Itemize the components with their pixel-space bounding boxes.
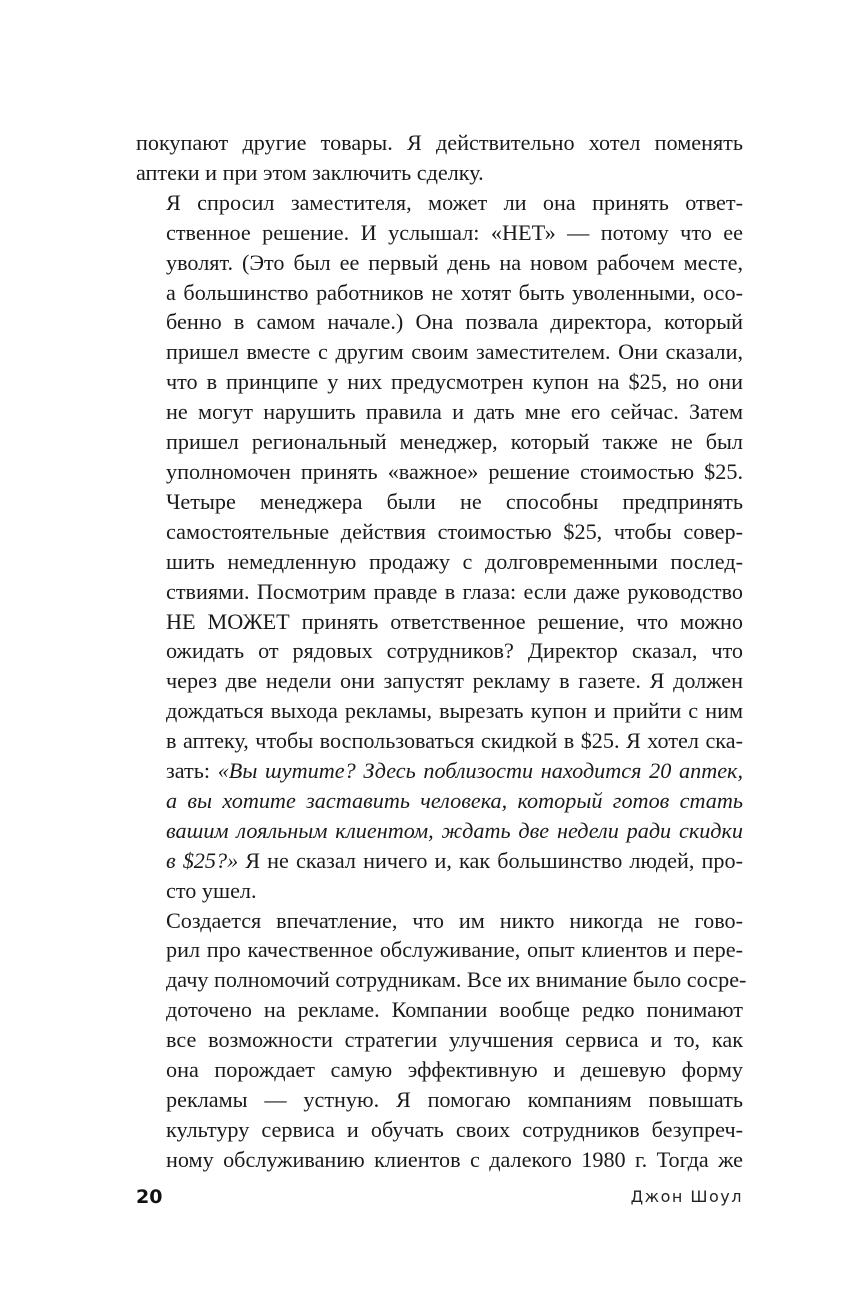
text-line: пришел вместе с другим своим заместителем. Они сказали, — [166, 339, 743, 365]
page-footer — [136, 1186, 743, 1216]
text-line: Создается впечатление, что им никто никогда не гово- — [166, 907, 743, 933]
paragraph-4 — [136, 906, 747, 1175]
paragraph-2 — [136, 188, 743, 487]
text-line: в аптеку, чтобы воспользоваться скидкой в $25. Я хотел ска- — [166, 728, 743, 754]
text-line: ственное решение. И услышал: «НЕТ» — потому что ее — [166, 219, 743, 245]
text-line: рил про качественное обслуживание, опыт клиентов и пере- — [166, 937, 743, 963]
text-line: Четыре менеджера были не способны предпринять — [166, 488, 743, 514]
text-line: что в принципе у них предусмотрен купон на $25, но они — [166, 369, 743, 395]
text-line: культуру сервиса и обучать своих сотрудников безупреч- — [166, 1116, 743, 1142]
text-line: самостоятельные действия стоимостью $25, чтобы совер- — [166, 518, 743, 544]
text-line-mixed — [136, 756, 743, 786]
text-line: не могут нарушить правила и дать мне его сейчас. Затем — [166, 399, 743, 425]
text-line: покупают другие товары. Я действительно хотел поменять — [136, 130, 743, 155]
page-number: 20 — [136, 1186, 163, 1208]
text-line: а большинство работников не хотят быть уволенными, осо- — [166, 279, 743, 305]
text-line: дождаться выхода рекламы, вырезать купон и прийти с ним — [166, 698, 743, 724]
italic-quote-line: а вы хотите заставить человека, который готов стать — [166, 787, 743, 813]
text-line: ожидать от рядовых сотрудников? Директор сказал, что — [166, 638, 743, 664]
text-line: все возможности стратегии улучшения сервиса и то, как — [166, 1027, 743, 1053]
text-line: шить немедленную продажу с долговременными послед- — [166, 548, 743, 574]
text-line: ствиями. Посмотрим правде в глаза: если даже руководство — [166, 578, 743, 604]
text-line: рекламы — устную. Я помогаю компаниям повышать — [166, 1087, 743, 1112]
italic-quote: в $25?» — [166, 847, 239, 873]
italic-quote: «Вы шутите? Здесь поблизости находится 20 аптек, — [217, 758, 743, 784]
text-line: доточено на рекламе. Компании вообще редко понимают — [166, 997, 743, 1023]
text-run: зать: — [166, 758, 218, 784]
text-line: аптеки и при этом заключить сделку. — [136, 159, 484, 185]
paragraph-3 — [136, 487, 743, 906]
text-line: бенно в самом начале.) Она позвала директора, который — [166, 309, 743, 335]
text-line: дачу полномочий сотрудникам. Все их внимание было сосре- — [166, 967, 747, 993]
body-text — [136, 128, 747, 1175]
text-line: НЕ МОЖЕТ принять ответственное решение, что можно — [166, 608, 743, 634]
text-line-mixed — [136, 846, 743, 876]
running-footer-author: Джон Шоул — [630, 1187, 743, 1206]
text-line: уволят. (Это был ее первый день на новом рабочем месте, — [166, 249, 743, 275]
text-line: через две недели они запустят рекламу в газете. Я должен — [166, 668, 743, 694]
text-line: сто ушел. — [166, 877, 257, 903]
text-line: она порождает самую эффективную и дешевую форму — [166, 1057, 743, 1083]
text-line: пришел региональный менеджер, который также не был — [166, 429, 743, 455]
italic-quote-line: вашим лояльным клиентом, ждать две недели ради скидки — [166, 817, 743, 843]
paragraph-1 — [136, 128, 743, 188]
text-line: ному обслуживанию клиентов с далекого 1980 г. Тогда же — [166, 1146, 743, 1172]
text-run: Я не сказал ничего и, как большинство людей, про- — [238, 847, 743, 873]
text-line: уполномочен принять «важное» решение стоимостью $25. — [166, 458, 743, 484]
text-line: Я спросил заместителя, может ли она принять ответ- — [166, 189, 743, 215]
